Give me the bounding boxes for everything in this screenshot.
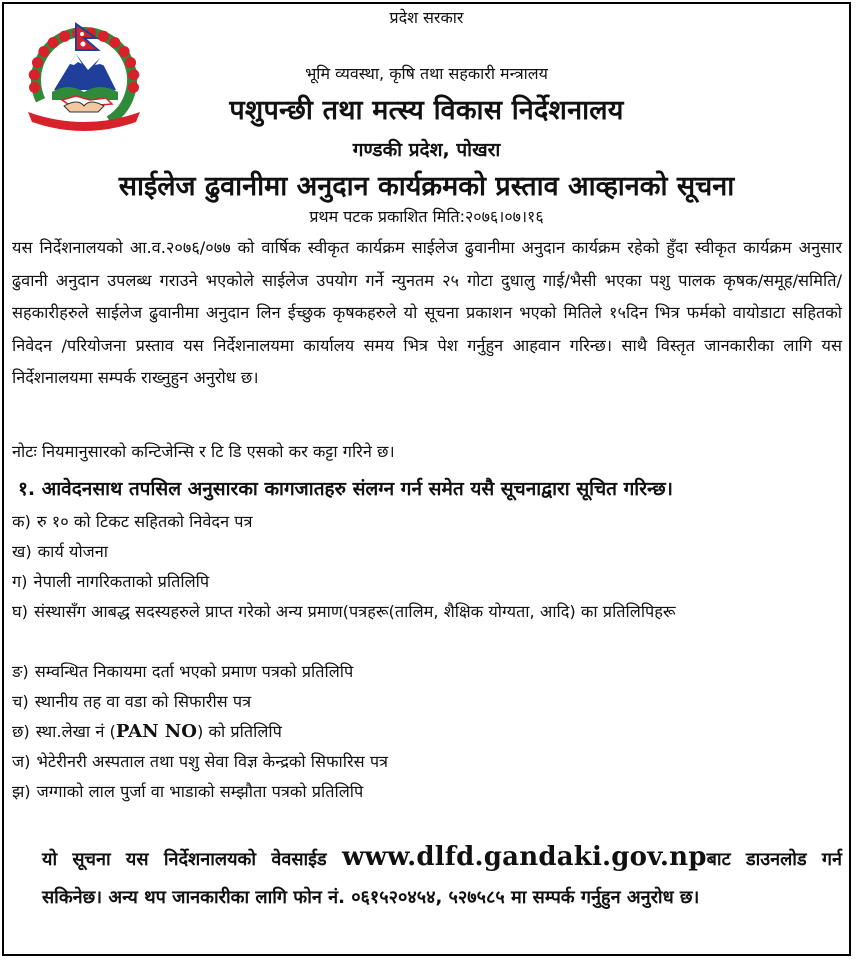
pan-no-text: PAN NO [115,721,197,742]
item-text: कार्य योजना [37,542,109,561]
list-item [12,598,842,658]
item-label: ज) [12,752,31,771]
item-label: क) [12,512,31,531]
list-item [12,568,842,598]
item-text: जग्गाको लाल पुर्जा वा भाडाको सम्झौता पत्रको प्रतिलिपि [36,782,364,801]
rhododendron-flower-icon [98,31,109,42]
website-link[interactable]: www.dlfd.gandaki.gov.np [341,842,707,872]
item-text: सम्वन्धित निकायमा दर्ता भएको प्रमाण पत्रको प्रतिलिपि [34,662,354,681]
item-text: भेटेरीनरी अस्पताल तथा पशु सेवा विज्ञ केन्द्रको सिफारिस पत्र [36,752,389,771]
directorate-heading: पशुपन्छी तथा मत्स्य विकास निर्देशनालय [229,95,624,126]
list-item [12,778,842,808]
footer-paragraph [42,838,842,917]
rhododendron-flower-icon [109,37,120,48]
item-label: झ) [12,782,31,801]
published-date: प्रथम पटक प्रकाशित मिति:२०७६।०७।१६ [309,207,544,226]
item-label: ङ) [12,662,29,681]
list-item [12,508,842,538]
location-heading: गण्डकी प्रदेश, पोखरा [352,139,501,161]
item-label: घ) [12,602,28,621]
item-label: ख) [12,542,32,561]
footer-text: यो सूचना यस निर्देशनालयको वेवसाईड [42,849,327,870]
ministry-heading: भूमि व्यवस्था, कृषि तथा सहकारी मन्त्रालय [305,64,548,83]
list-item [12,658,842,688]
government-heading: प्रदेश सरकार [389,8,464,27]
rhododendron-flower-icon [59,31,70,42]
item-text: स्थानीय तह वा वडा को सिफारीस पत्र [34,692,252,711]
tax-note: नोटः नियमानुसारको कन्टिजेन्सि र टि डि एसको कर कट्टा गरिने छ। [12,442,395,461]
item-text: नेपाली नागरिकताको प्रतिलिपि [33,572,210,591]
list-item [12,748,842,778]
rhododendron-flower-icon [38,46,49,57]
notice-paragraph: यस निर्देशनालयको आ.व.२०७६/०७७ को वार्षिक स्वीकृत कार्यक्रम साईलेज ढुवानीमा अनुदान कार्यक्रम रहेको हुँदा स्वीकृत कार्यक्रम अनुसार ढुवानी अनुदान उपलब्ध गराउने भएकोले साईलेज उपयोग गर्ने न्युनतम २५ गोटा दुधालु गाई/भैसी भएका पशु पालक कृषक/समूह/समिति/सहकारीहरुले साईलेज ढुवानीमा अनुदान लिन ईच्छुक कृषकहरुले यो सूचना प्रकाशन भएको मितिले १५दिन भित्र फर्मको वायोडाटा सहितको निवेदन /परियोजना प्रस्ताव यस निर्देशनालयमा कार्यालय समय भित्र पेश गर्नुहुन आहवान गरिन्छ। साथै विस्तृत जानकारीका लागि यस निर्देशनालयमा सम्पर्क राख्नुहुन अनुरोध छ। [12,238,842,387]
footer-text: बाट डाउनलोड गर्न सकिनेछ। अन्य थप जानकारीका लागि फोन नं. ०६१५२०४५४, ५२७५८५ मा सम्पर्क गर्नुहुन अनुरोध छ। [42,849,843,908]
rhododendron-flower-icon [119,46,130,57]
item-text: स्था.लेखा नं ( [35,722,116,741]
notice-title: साईलेज ढुवानीमा अनुदान कार्यक्रमको प्रस्ताव आव्हानको सूचना [118,171,735,202]
item-label: छ) [12,722,30,741]
list-item [12,718,842,748]
item-label: च) [12,692,29,711]
list-item [12,688,842,718]
item-text: ) को प्रतिलिपि [196,722,282,741]
list-item [12,538,842,568]
documents-list [12,508,842,808]
attachments-heading: १. आवेदनसाथ तपसिल अनुसारका कागजातहरु संलग्न गर्न समेत यसै सूचनाद्वारा सूचित गरिन्छ। [18,478,673,500]
item-text: रु १० को टिकट सहितको निवेदन पत्र [36,512,253,531]
item-label: ग) [12,572,28,591]
item-text: संस्थासँग आबद्ध सदस्यहरुले प्राप्त गरेको अन्य प्रमाण(पत्रहरू(तालिम, शैक्षिक योग्यता, आदि) का प्रतिलिपिहरू [33,602,676,621]
rhododendron-flower-icon [48,37,59,48]
